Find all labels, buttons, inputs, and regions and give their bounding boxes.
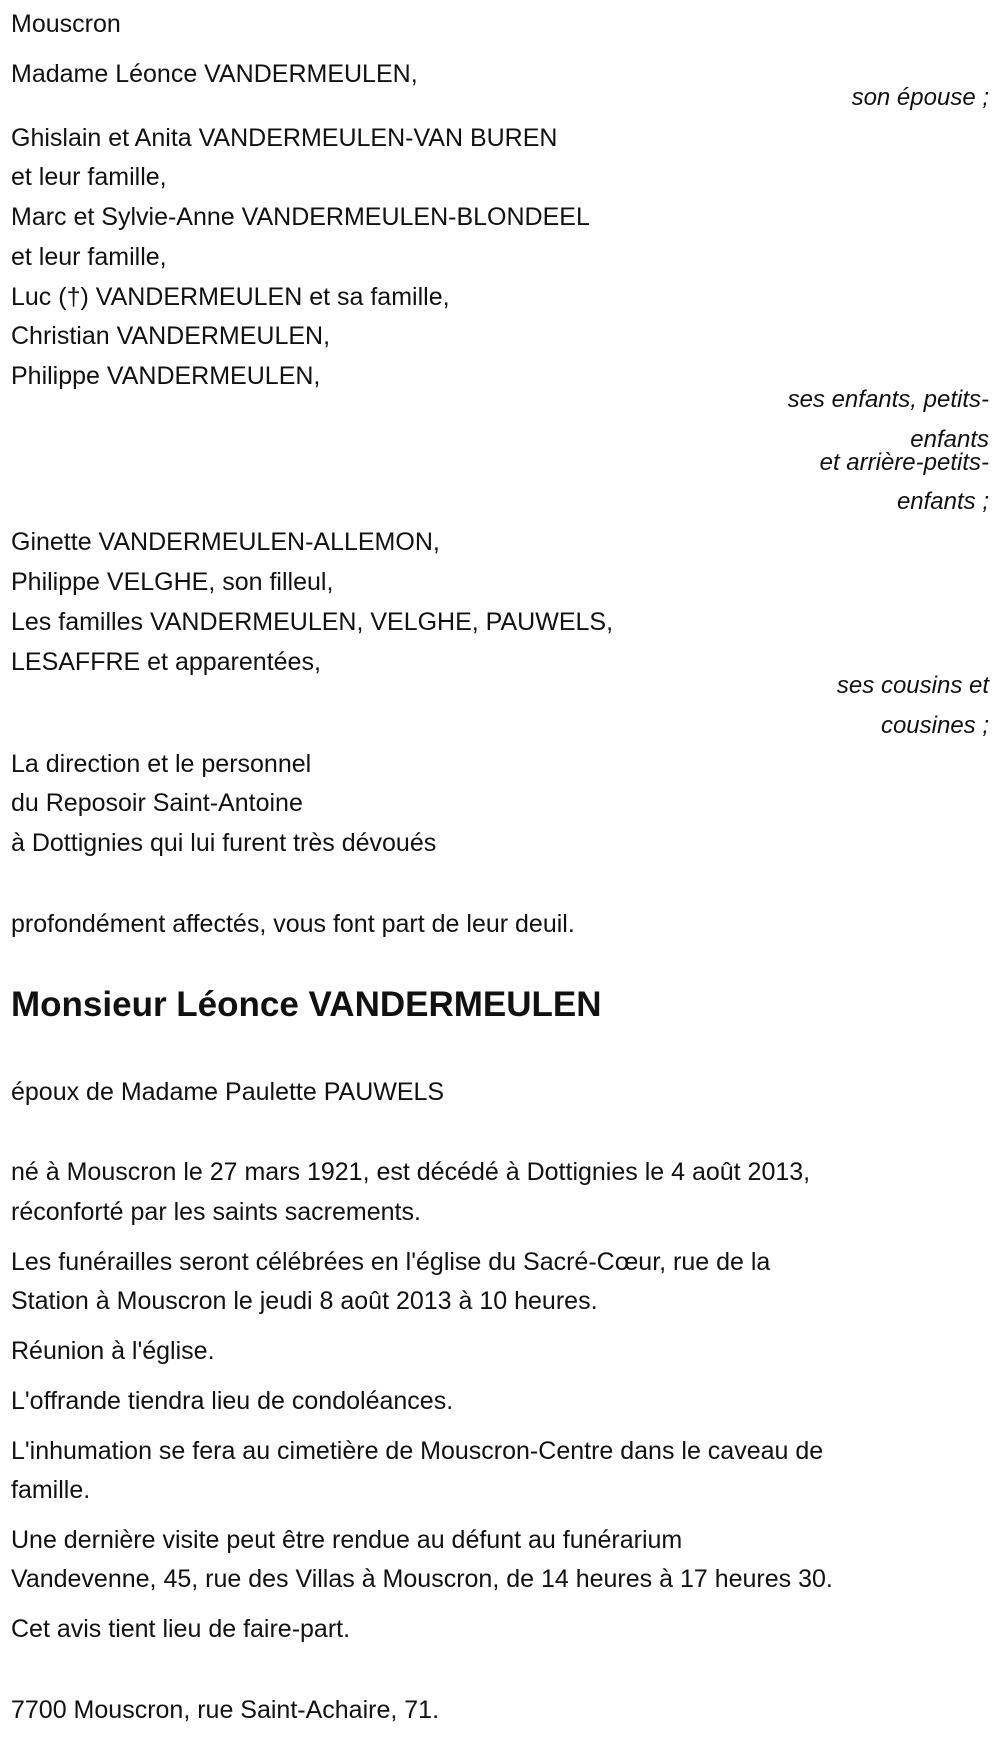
- address: 7700 Mouscron, rue Saint-Achaire, 71.: [11, 1696, 440, 1724]
- child-line: Ghislain et Anita VANDERMEULEN-VAN BUREN: [11, 124, 558, 152]
- detail-line: Réunion à l'église.: [11, 1337, 215, 1365]
- child-line: et leur famille,: [11, 163, 167, 191]
- child-line: Philippe VANDERMEULEN,: [11, 362, 321, 390]
- cousins-role: cousines ;: [880, 712, 989, 739]
- detail-line: L'offrande tiendra lieu de condoléances.: [11, 1387, 454, 1415]
- announcement: profondément affectés, vous font part de leur deuil.: [11, 910, 575, 938]
- children-role: et arrière-petits-: [819, 449, 989, 476]
- child-line: et leur famille,: [11, 243, 167, 271]
- city: Mouscron: [11, 10, 121, 38]
- cousins-role: ses cousins et: [836, 672, 989, 699]
- cousin-line: Ginette VANDERMEULEN-ALLEMON,: [11, 528, 440, 556]
- children-role: ses enfants, petits-: [787, 386, 989, 413]
- detail-line: L'inhumation se fera au cimetière de Mouscron-Centre dans le caveau de: [11, 1437, 824, 1465]
- detail-line: réconforté par les saints sacrements.: [11, 1198, 421, 1226]
- deceased-name: Monsieur Léonce VANDERMEULEN: [11, 985, 602, 1024]
- staff-line: La direction et le personnel: [11, 750, 312, 778]
- spouse-of: époux de Madame Paulette PAUWELS: [11, 1078, 445, 1106]
- child-line: Luc (†) VANDERMEULEN et sa famille,: [11, 283, 450, 311]
- staff-line: à Dottignies qui lui furent très dévoués: [11, 829, 437, 857]
- child-line: Marc et Sylvie-Anne VANDERMEULEN-BLONDEEL: [11, 203, 590, 231]
- child-line: Christian VANDERMEULEN,: [11, 322, 331, 350]
- detail-line: né à Mouscron le 27 mars 1921, est décédé à Dottignies le 4 août 2013,: [11, 1158, 811, 1186]
- detail-line: famille.: [11, 1476, 91, 1504]
- children-role: enfants ;: [896, 488, 989, 515]
- detail-line: Les funérailles seront célébrées en l'église du Sacré-Cœur, rue de la: [11, 1248, 771, 1276]
- spouse-role: son épouse ;: [851, 84, 989, 111]
- cousin-line: Les familles VANDERMEULEN, VELGHE, PAUWELS,: [11, 608, 614, 636]
- spouse: Madame Léonce VANDERMEULEN,: [11, 60, 418, 88]
- detail-line: Une dernière visite peut être rendue au défunt au funérarium: [11, 1526, 683, 1554]
- detail-line: Station à Mouscron le jeudi 8 août 2013 à 10 heures.: [11, 1287, 598, 1315]
- detail-line: Cet avis tient lieu de faire-part.: [11, 1615, 351, 1643]
- staff-line: du Reposoir Saint-Antoine: [11, 789, 303, 817]
- cousin-line: LESAFFRE et apparentées,: [11, 648, 321, 676]
- detail-line: Vandevenne, 45, rue des Villas à Mouscron, de 14 heures à 17 heures 30.: [11, 1565, 833, 1593]
- children-role: enfants: [910, 426, 989, 453]
- cousin-line: Philippe VELGHE, son filleul,: [11, 568, 334, 596]
